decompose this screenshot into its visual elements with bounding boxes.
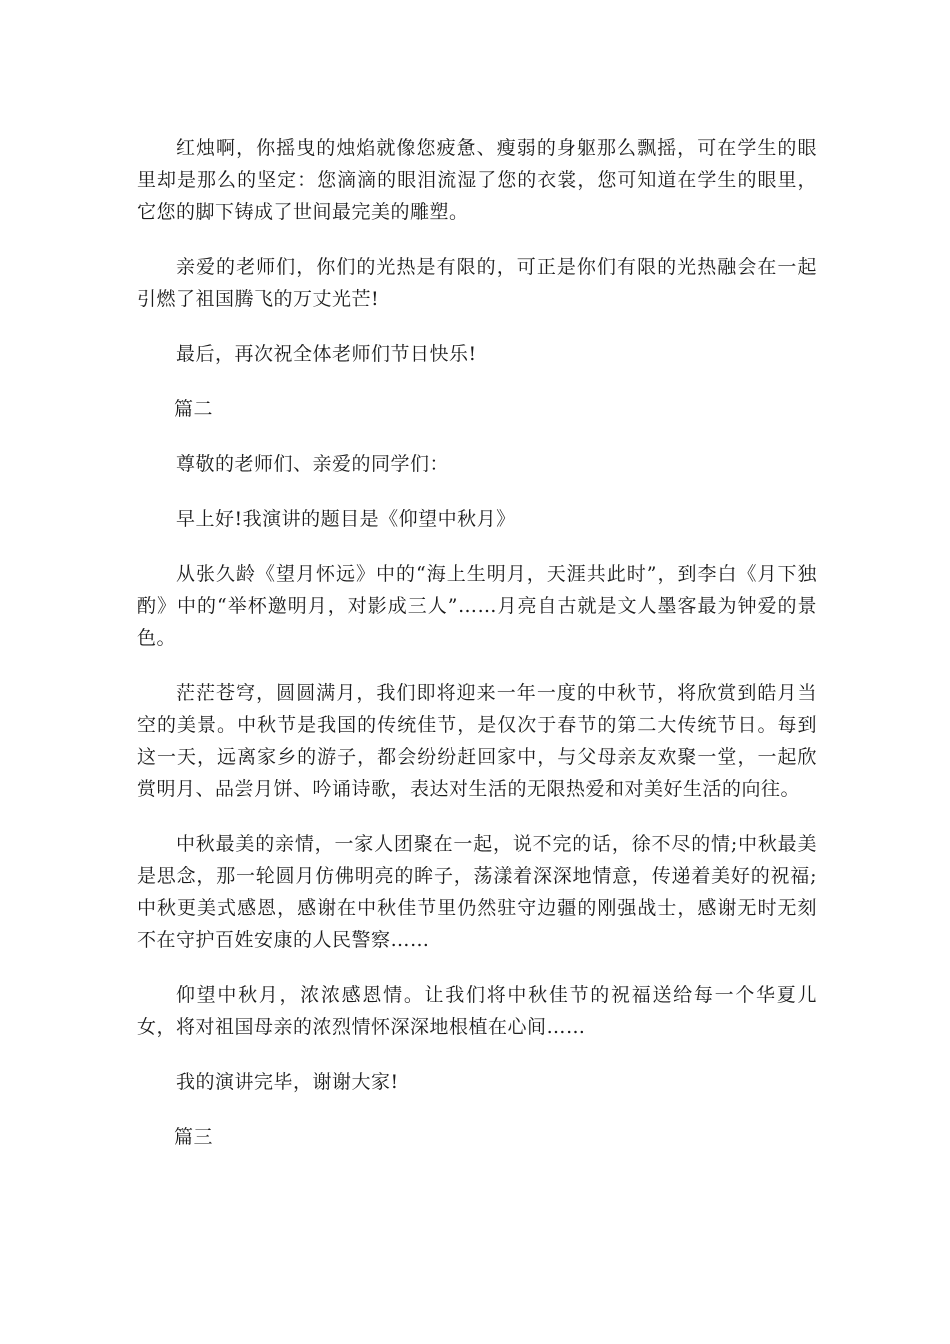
paragraph-speech-end: 我的演讲完毕，谢谢大家! [175,1071,399,1093]
section-heading-two: 篇二 [174,398,214,420]
paragraph-mid-autumn-festival: 茫茫苍穹，圆圆满月，我们即将迎来一年一度的中秋节，将欣赏到皓月当空的美景。中秋节是我国的传统佳节，是仅次于春节的第二大传统节日。每到这一天，远离家乡的游子，都会纷纷赶回家中，与父母亲友欢聚一堂，一起欣赏明月、品尝月饼、吟诵诗歌，表达对生活的无限热爱和对美好生活的向往。 [137,682,817,800]
paragraph-red-candle: 红烛啊，你摇曳的烛焰就像您疲惫、瘦弱的身躯那么飘摇，可在学生的眼里却是那么的坚定：您滴滴的眼泪流湿了您的衣裳，您可知道在学生的眼里，它您的脚下铸成了世间最完美的雕塑。 [137,137,817,223]
paragraph-greeting: 尊敬的老师们、亲爱的同学们： [175,453,449,475]
paragraph-closing-wishes: 最后，再次祝全体老师们节日快乐! [175,343,477,365]
paragraph-dear-teachers: 亲爱的老师们，你们的光热是有限的，可正是你们有限的光热融会在一起引燃了祖国腾飞的万丈光芒! [137,256,817,310]
paragraph-moon-poems: 从张久龄《望月怀远》中的“海上生明月，天涯共此时”，到李白《月下独酌》中的“举杯邀明月，对影成三人”……月亮自古就是文人墨客最为钟爱的景色。 [137,563,817,649]
paragraph-family-love: 中秋最美的亲情，一家人团聚在一起，说不完的话，徐不尽的情;中秋最美是思念，那一轮圆月仿佛明亮的眸子，荡漾着深深地情意，传递着美好的祝福;中秋更美式感恩，感谢在中秋佳节里仍然驻守边疆的刚强战士，感谢无时无刻不在守护百姓安康的人民警察…… [137,833,817,951]
document-body [137,132,817,1176]
paragraph-gratitude: 仰望中秋月，浓浓感恩情。让我们将中秋佳节的祝福送给每一个华夏儿女，将对祖国母亲的浓烈情怀深深地根植在心间…… [137,984,817,1038]
section-heading-three: 篇三 [174,1126,214,1148]
paragraph-speech-title: 早上好!我演讲的题目是《仰望中秋月》 [175,508,516,530]
